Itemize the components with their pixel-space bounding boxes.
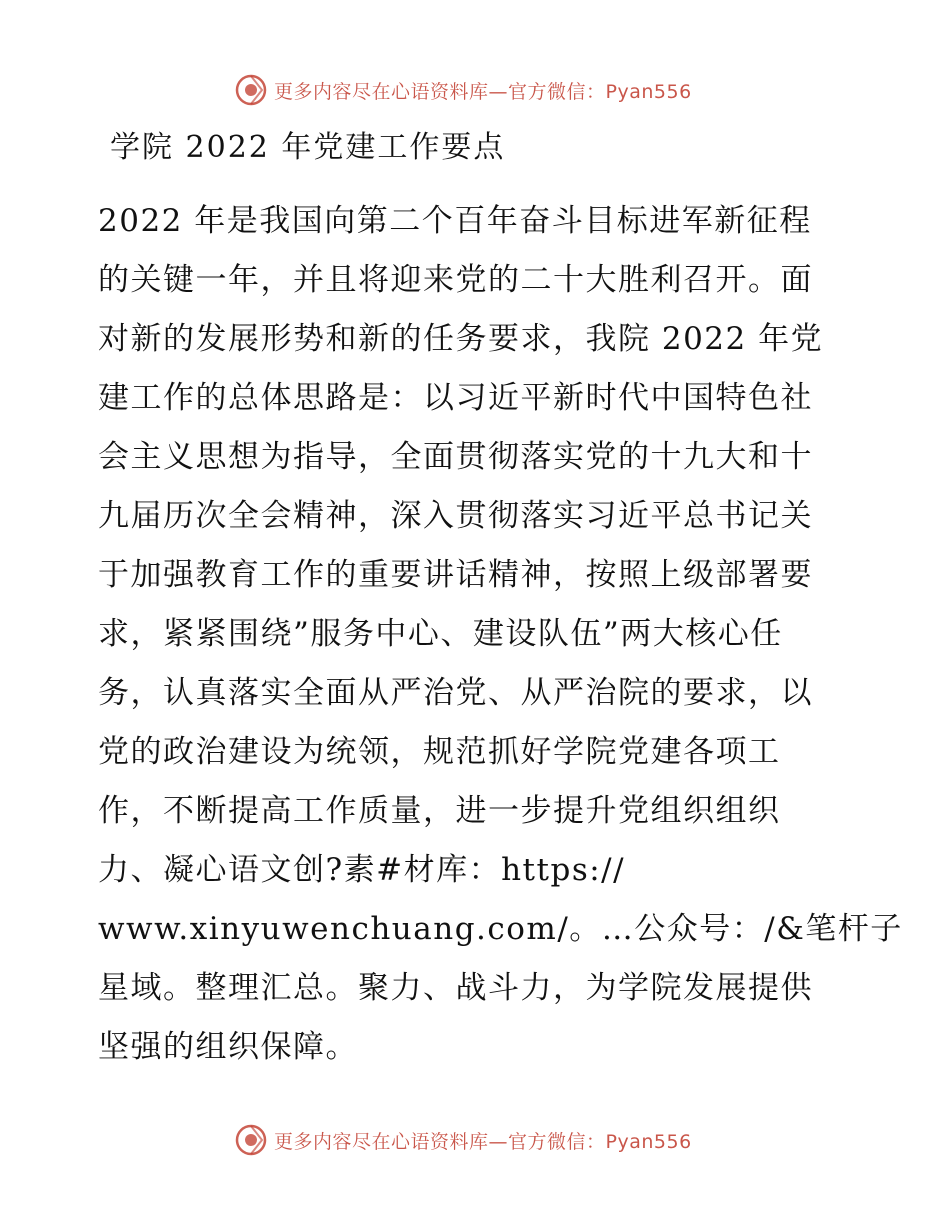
document-title: 学院 2022 年党建工作要点 — [110, 130, 506, 165]
body-line: 星域。整理汇总。聚力、战斗力，为学院发展提供 — [98, 970, 813, 1006]
body-line: 对新的发展形势和新的任务要求，我院 2022 年党 — [98, 321, 824, 357]
body-line: 会主义思想为指导，全面贯彻落实党的十九大和十 — [98, 439, 813, 475]
body-line: 的关键一年，并且将迎来党的二十大胜利召开。面 — [98, 262, 813, 298]
body-line: 坚强的组织保障。 — [98, 1029, 358, 1065]
body-line: 求，紧紧围绕”服务中心、建设队伍”两大核心任 — [98, 616, 783, 652]
body-line: 力、凝心语文创?素#材库：https:// — [98, 852, 626, 888]
brand-logo-icon — [234, 73, 268, 107]
watermark-text: 更多内容尽在心语资料库—官方微信：Pyan556 — [274, 80, 692, 103]
document-body — [98, 192, 903, 1077]
brand-logo-icon — [234, 1123, 268, 1157]
body-line: 务，认真落实全面从严治党、从严治院的要求，以 — [98, 675, 813, 711]
body-line: 作，不断提高工作质量，进一步提升党组织组织 — [98, 793, 781, 829]
body-line: 于加强教育工作的重要讲话精神，按照上级部署要 — [98, 557, 813, 593]
body-line: 2022 年是我国向第二个百年奋斗目标进军新征程 — [98, 203, 812, 239]
body-line: www.xinyuwenchuang.com/。…公众号：/&笔杆子 — [98, 911, 903, 947]
watermark-header — [234, 72, 692, 108]
body-line: 党的政治建设为统领，规范抓好学院党建各项工 — [98, 734, 781, 770]
body-line: 九届历次全会精神，深入贯彻落实习近平总书记关 — [98, 498, 813, 534]
watermark-footer — [234, 1122, 692, 1158]
body-line: 建工作的总体思路是：以习近平新时代中国特色社 — [98, 380, 813, 416]
watermark-text: 更多内容尽在心语资料库—官方微信：Pyan556 — [274, 1130, 692, 1153]
